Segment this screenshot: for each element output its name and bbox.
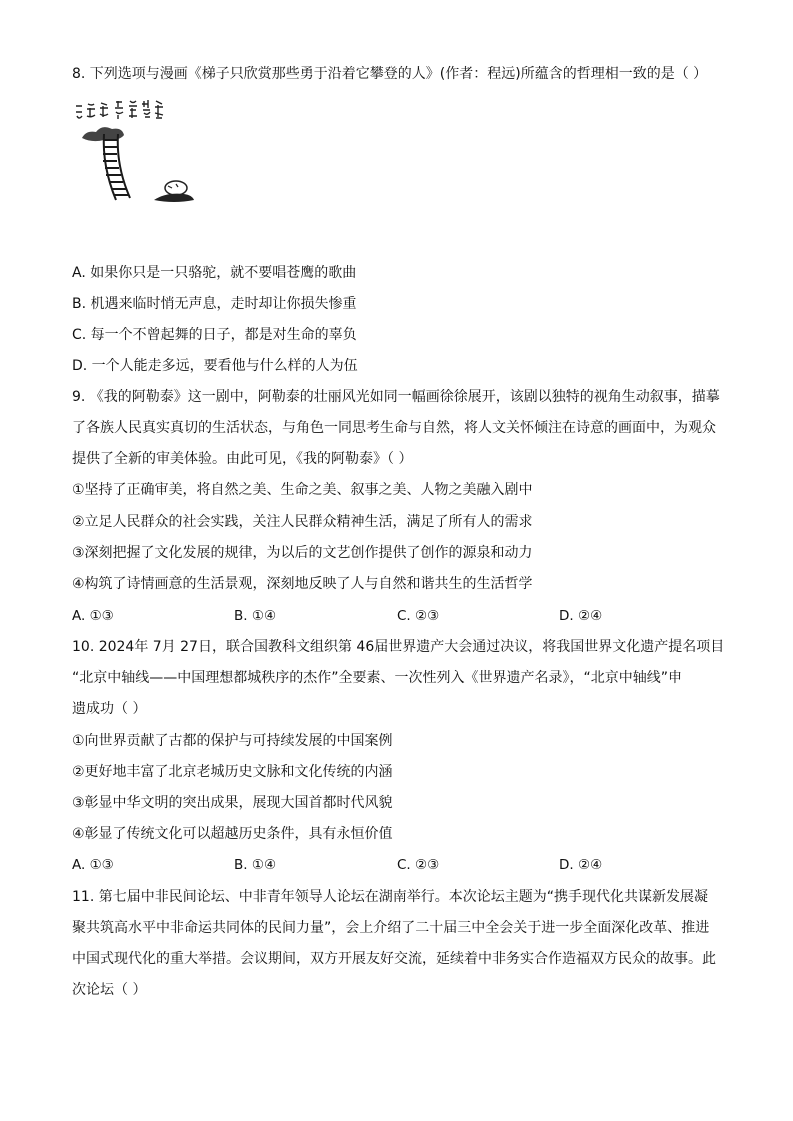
q9-choice-a: A. ①③ <box>72 608 114 624</box>
ladder-comic-drawing <box>72 96 212 206</box>
comic-image <box>72 96 212 206</box>
q8-option-a: A. 如果你只是一只骆驼，就不要唱苍鹰的歌曲 <box>72 265 357 281</box>
q11-stem-line-1: 11. 第七届中非民间论坛、中非青年领导人论坛在湖南举行。本次论坛主题为“携手现代化共谋新发展凝 <box>72 889 708 905</box>
q10-statement-2: ②更好地丰富了北京老城历史文脉和文化传统的内涵 <box>72 764 393 780</box>
q10-stem-line-2: “北京中轴线——中国理想都城秩序的杰作”全要素、一次性列入《世界遗产名录》，“北京中轴线”申 <box>72 670 683 686</box>
q8-option-c: C. 每一个不曾起舞的日子，都是对生命的辜负 <box>72 327 357 343</box>
q10-stem-line-3: 遗成功（ ） <box>72 701 147 717</box>
q9-stem-line-3: 提供了全新的审美体验。由此可见，《我的阿勒泰》（ ） <box>72 451 413 467</box>
q9-statement-4: ④构筑了诗情画意的生活景观，深刻地反映了人与自然和谐共生的生活哲学 <box>72 576 533 592</box>
q11-stem-line-3: 中国式现代化的重大举措。会议期间，双方开展友好交流，延续着中非务实合作造福双方民众的故事。此 <box>72 951 716 967</box>
q9-stem-line-2: 了各族人民真实真切的生活状态，与角色一同思考生命与自然，将人文关怀倾注在诗意的画面中，为观众 <box>72 420 716 436</box>
q9-choice-c: C. ②③ <box>397 608 440 624</box>
q10-choice-c: C. ②③ <box>397 857 440 873</box>
q10-choice-d: D. ②④ <box>559 857 603 873</box>
q9-statement-3: ③深刻把握了文化发展的规律，为以后的文艺创作提供了创作的源泉和动力 <box>72 545 533 561</box>
q9-choice-d: D. ②④ <box>559 608 603 624</box>
q11-stem-line-4: 次论坛（ ） <box>72 982 147 998</box>
comic-caption-graphic <box>76 100 163 119</box>
q10-choice-b: B. ①④ <box>234 857 277 873</box>
ladder-shape <box>103 134 130 200</box>
q8-option-d: D. 一个人能走多远，要看他与什么样的人为伍 <box>72 358 358 374</box>
q9-statement-2: ②立足人民群众的社会实践，关注人民群众精神生活，满足了所有人的需求 <box>72 514 533 530</box>
q9-stem-line-1: 9. 《我的阿勒泰》这一剧中，阿勒泰的壮丽风光如同一幅画徐徐展开，该剧以独特的视角生动叙事，描摹 <box>72 389 720 405</box>
resting-figure-shape <box>154 181 194 202</box>
q10-statement-1: ①向世界贡献了古都的保护与可持续发展的中国案例 <box>72 733 393 749</box>
q10-statement-4: ④彰显了传统文化可以超越历史条件，具有永恒价值 <box>72 826 393 842</box>
q11-stem-line-2: 聚共筑高水平中非命运共同体的民间力量”，会上介绍了二十届三中全会关于进一步全面深化改革、推进 <box>72 920 710 936</box>
q10-stem-line-1: 10. 2024年 7月 27日，联合国教科文组织第 46届世界遗产大会通过决议，将我国世界文化遗产提名项目 <box>72 639 725 655</box>
q10-statement-3: ③彰显中华文明的突出成果，展现大国首都时代风貌 <box>72 795 393 811</box>
q8-option-b: B. 机遇来临时悄无声息，走时却让你损失惨重 <box>72 296 357 312</box>
q10-choice-a: A. ①③ <box>72 857 114 873</box>
q9-choice-b: B. ①④ <box>234 608 277 624</box>
q8-stem: 8. 下列选项与漫画《梯子只欣赏那些勇于沿着它攀登的人》(作者：程远)所蕴含的哲理相一致的是（ ） <box>72 66 708 82</box>
q9-statement-1: ①坚持了正确审美，将自然之美、生命之美、叙事之美、人物之美融入剧中 <box>72 482 533 498</box>
